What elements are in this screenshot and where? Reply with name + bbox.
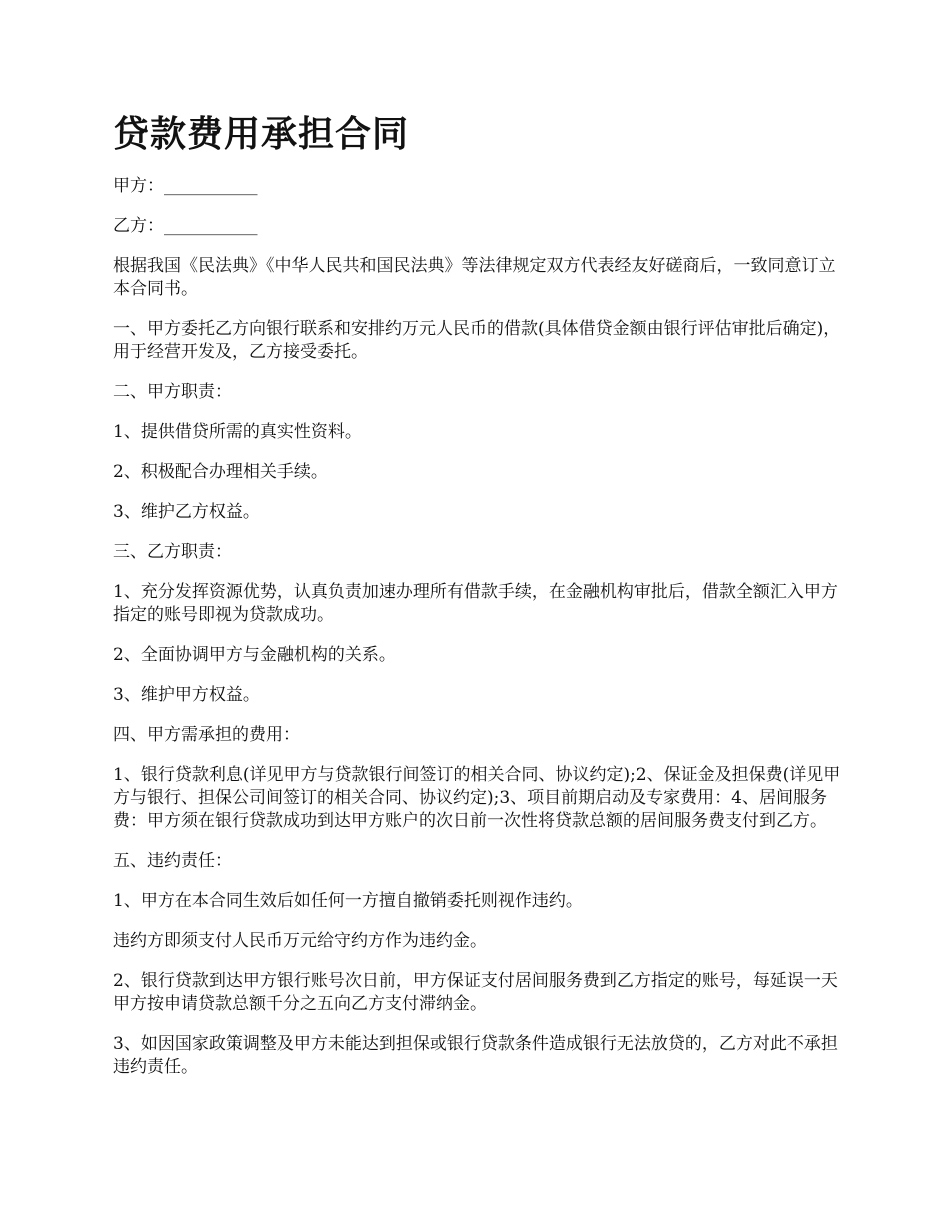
section-2-item-1: 1、提供借贷所需的真实性资料。 [113, 422, 362, 442]
preamble-paragraph: 根据我国《民法典》《中华人民共和国民法典》等法律规定双方代表经友好磋商后，一致同意订立本合同书。 [113, 256, 836, 299]
party-b-line: 乙方：___________ [113, 216, 258, 236]
section-5-item-1: 1、甲方在本合同生效后如任何一方擅自撤销委托则视作违约。 [113, 891, 583, 911]
section-3-item-1: 1、充分发挥资源优势，认真负责加速办理所有借款手续，在金融机构审批后，借款全额汇入甲方指定的账号即视为贷款成功。 [113, 582, 838, 625]
section-5-item-2: 2、银行贷款到达甲方银行账号次日前，甲方保证支付居间服务费到乙方指定的账号，每延误一天甲方按申请贷款总额千分之五向乙方支付滞纳金。 [113, 971, 838, 1014]
section-5-item-3: 3、如因国家政策调整及甲方未能达到担保或银行贷款条件造成银行无法放贷的，乙方对此不承担违约责任。 [113, 1034, 838, 1077]
section-5-heading: 五、违约责任： [113, 851, 232, 871]
document-title: 贷款费用承担合同 [113, 114, 410, 155]
clause-1-paragraph: 一、甲方委托乙方向银行联系和安排约万元人民币的借款(具体借贷金额由银行评估审批后确定)，用于经营开发及，乙方接受委托。 [113, 319, 841, 362]
section-5-penalty-line: 违约方即须支付人民币万元给守约方作为违约金。 [113, 931, 487, 951]
party-a-line: 甲方：___________ [113, 176, 258, 196]
section-3-item-3: 3、维护甲方权益。 [113, 685, 260, 705]
section-2-item-3: 3、维护乙方权益。 [113, 502, 260, 522]
section-4-heading: 四、甲方需承担的费用： [113, 725, 300, 745]
section-4-fees-paragraph: 1、银行贷款利息(详见甲方与贷款银行间签订的相关合同、协议约定);2、保证金及担保费(详见甲方与银行、担保公司间签订的相关合同、协议约定);3、项目前期启动及专家费用：4、居间服务费：甲方须在银行贷款成功到达甲方账户的次日前一次性将贷款总额的居间服务费支付到乙方。 [113, 765, 841, 831]
section-2-item-2: 2、积极配合办理相关手续。 [113, 462, 328, 482]
section-2-heading: 二、甲方职责： [113, 382, 232, 402]
section-3-heading: 三、乙方职责： [113, 542, 232, 562]
document-page [113, 112, 843, 1096]
section-3-item-2: 2、全面协调甲方与金融机构的关系。 [113, 645, 396, 665]
